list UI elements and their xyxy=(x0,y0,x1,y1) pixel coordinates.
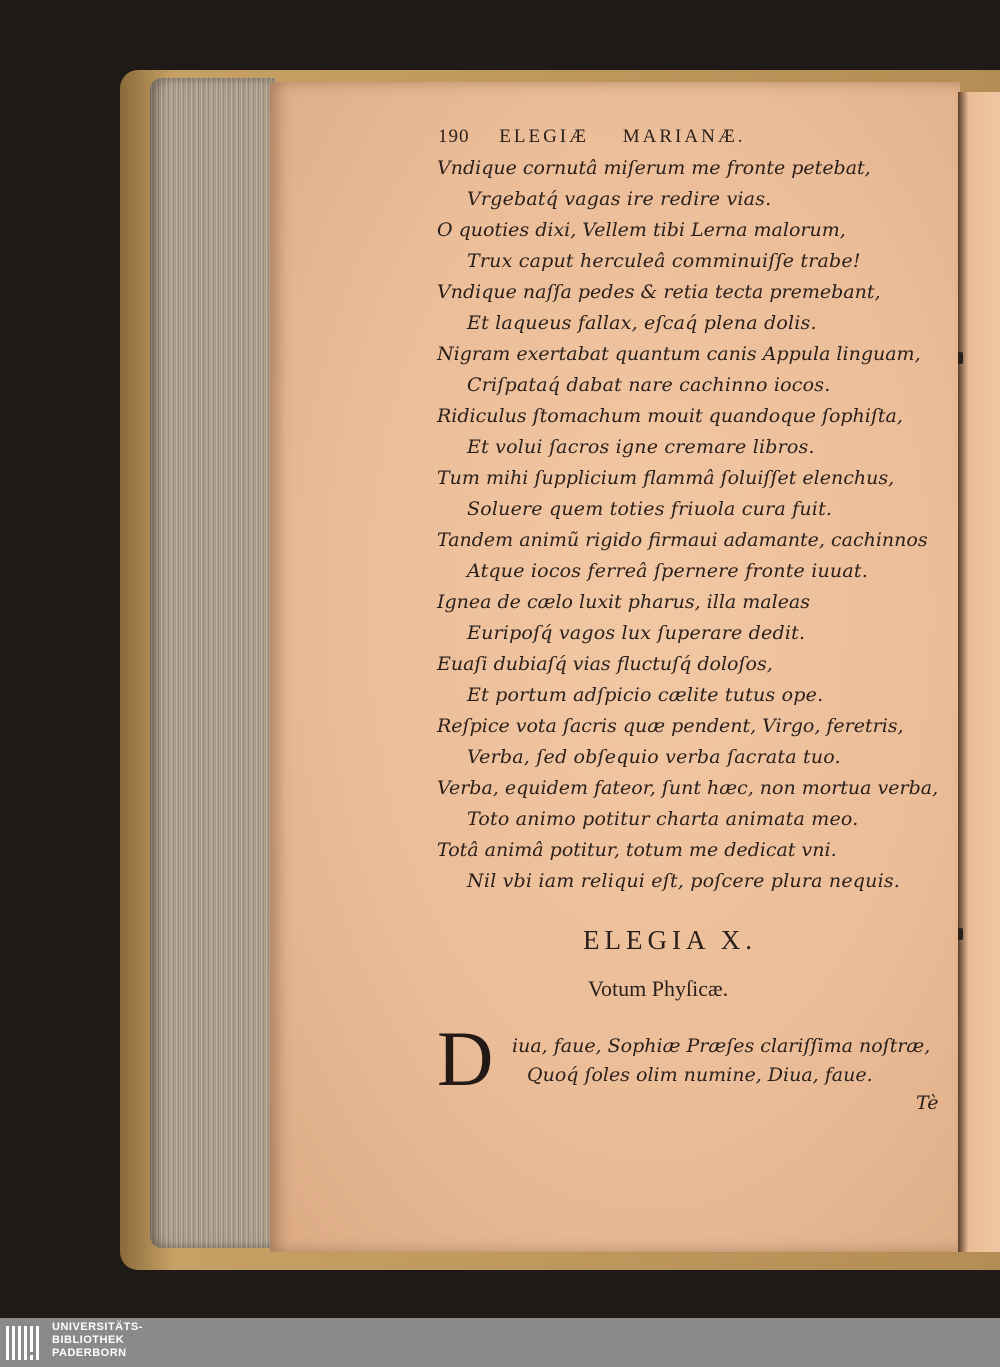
library-name xyxy=(52,1321,143,1360)
library-name-line: PADERBORN xyxy=(52,1347,127,1359)
verse-line: Ridiculus ſtomachum mouit quandoque ſophiſta, xyxy=(437,405,903,427)
library-footer-bar xyxy=(0,1318,1000,1367)
verse-line: Vndique naſſa pedes & retia tecta premebant, xyxy=(437,281,881,303)
verse-line: Et laqueus fallax, eſcaq́ plena dolis. xyxy=(467,312,817,334)
library-logo-icon xyxy=(4,1322,48,1364)
running-header xyxy=(438,126,745,148)
header-title-part1: ELEGIÆ xyxy=(499,126,590,147)
verse-line: Nigram exertabat quantum canis Appula linguam, xyxy=(437,343,921,365)
verse-line: Quoq́ ſoles olim numine, Diua, faue. xyxy=(527,1064,873,1086)
gutter-mark xyxy=(958,352,963,364)
gutter-mark xyxy=(958,928,963,940)
verse-line: Ignea de cælo luxit pharus, illa maleas xyxy=(437,591,811,613)
verse-line: O quoties dixi, Vellem tibi Lerna malorum, xyxy=(437,219,846,241)
verse-line: Vndique cornutâ miſerum me fronte petebat, xyxy=(437,157,871,179)
verse-line: Verba, equidem fateor, ſunt hæc, non mortua verba, xyxy=(437,777,939,799)
verse-line: Et portum adſpicio cælite tutus ope. xyxy=(467,684,824,706)
verse-line: Euaſi dubiaſq́ vias fluctuſq́ doloſos, xyxy=(437,653,773,675)
page-stack-edge xyxy=(150,78,275,1248)
verse-line: Tandem animũ rigido firmaui adamante, cachinnos xyxy=(437,529,928,551)
catchword: Tè xyxy=(916,1092,939,1114)
verse-line: Criſpataq́ dabat nare cachinno iocos. xyxy=(467,374,831,396)
verse-line: Euripoſq́ vagos lux ſuperare dedit. xyxy=(467,622,806,644)
verse-line: Totâ animâ potitur, totum me dedicat vni. xyxy=(437,839,837,861)
section-heading: ELEGIA X. xyxy=(583,925,757,955)
page-number: 190 xyxy=(438,126,470,147)
verse-line: Vrgebatq́ vagas ire redire vias. xyxy=(467,188,772,210)
verse-line: iua, faue, Sophiæ Præſes clariſſima noſtræ, xyxy=(512,1035,931,1057)
section-subheading: Votum Phyſicæ. xyxy=(588,976,729,1001)
library-name-line: BIBLIOTHEK xyxy=(52,1334,125,1346)
facing-page-edge xyxy=(958,92,1000,1252)
verse-line: Et volui ſacros igne cremare libros. xyxy=(467,436,815,458)
library-name-line: UNIVERSITÄTS- xyxy=(52,1321,143,1333)
drop-capital: D xyxy=(437,1015,494,1102)
verse-line: Trux caput herculeâ comminuiſſe trabe! xyxy=(467,250,861,272)
header-title-part2: MARIANÆ. xyxy=(622,126,746,147)
verse-line: Reſpice vota ſacris quæ pendent, Virgo, feretris, xyxy=(437,715,904,737)
verse-line: Soluere quem toties friuola cura fuit. xyxy=(467,498,833,520)
verse-line: Verba, ſed obſequio verba ſacrata tuo. xyxy=(467,746,841,768)
verse-line: Atque iocos ferreâ ſpernere fronte iuuat. xyxy=(467,560,868,582)
verse-line: Nil vbi iam reliqui eſt, poſcere plura nequis. xyxy=(467,870,901,892)
verse-line: Toto animo potitur charta animata meo. xyxy=(467,808,859,830)
verse-line: Tum mihi ſupplicium flammâ ſoluiſſet elenchus, xyxy=(437,467,895,489)
